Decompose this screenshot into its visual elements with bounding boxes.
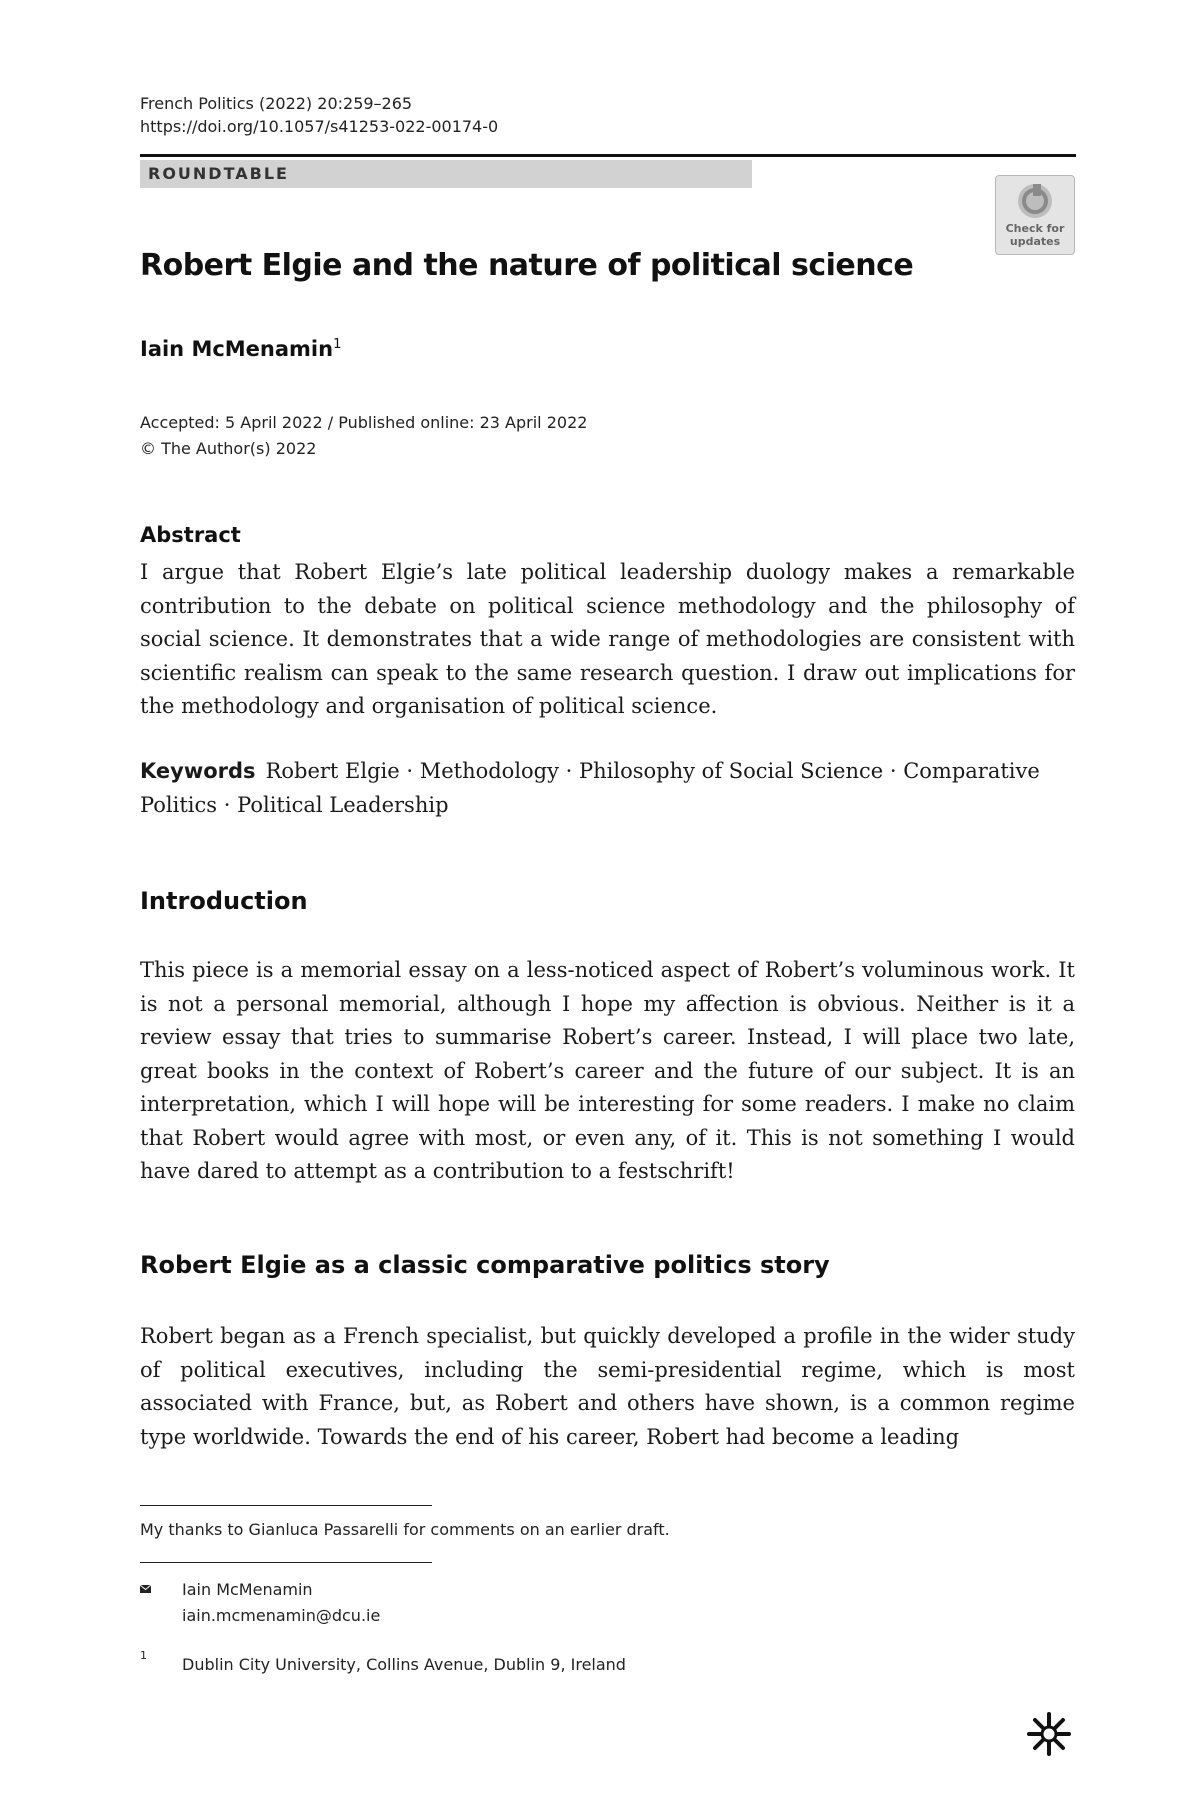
contact-email[interactable]: iain.mcmenamin@dcu.ie: [182, 1606, 381, 1625]
affiliation: [140, 1649, 626, 1674]
badge-label-1: Check for: [1005, 222, 1065, 235]
introduction-paragraph: This piece is a memorial essay on a less-noticed aspect of Robert’s voluminous work. It is not a personal memorial, although I hope my affection is obvious. Neither is it a review essay that tries to summarise Robert’s career. Instead, I will place two late, great books in the context of Robert’s career and the future of our subject. It is an interpretation, which I will hope will be interesting for some readers. I make no claim that Robert would agree with most, or even any, of it. This is not something I would have dared to attempt as a contribution to a festschrift!: [140, 958, 1075, 1183]
affiliation-text: Dublin City University, Collins Avenue, Dublin 9, Ireland: [182, 1655, 626, 1674]
check-for-updates-icon: [1015, 181, 1055, 221]
keywords-label: Keywords: [140, 759, 256, 783]
author-affiliation-marker: 1: [333, 337, 342, 352]
publisher-logo-icon: [1025, 1710, 1073, 1758]
introduction-heading: Introduction: [140, 887, 308, 915]
acknowledgement-footnote: My thanks to Gianluca Passarelli for comments on an earlier draft.: [140, 1520, 670, 1539]
accepted-published-dates: Accepted: 5 April 2022 / Published online: 23 April 2022: [140, 413, 588, 432]
footnote-rule: [140, 1562, 432, 1563]
article-title: Robert Elgie and the nature of political science: [140, 248, 914, 283]
section-heading: Robert Elgie as a classic comparative politics story: [140, 1251, 830, 1279]
author-name: [140, 337, 341, 361]
doi-link[interactable]: https://doi.org/10.1057/s41253-022-00174-0: [140, 117, 499, 136]
abstract-text: I argue that Robert Elgie’s late political leadership duology makes a remarkable contribution to the debate on political science methodology and the philosophy of social science. It demonstrates that a wide range of methodologies are consistent with scientific realism can speak to the same research question. I draw out implications for the methodology and organisation of political science.: [140, 560, 1075, 718]
header-rule: [140, 154, 1076, 157]
footnote-rule: [140, 1505, 432, 1506]
keywords-list: Robert Elgie · Methodology · Philosophy of Social Science · Comparative Politics · Political Leadership: [140, 759, 1040, 817]
publication-dates: [140, 410, 587, 462]
section-paragraph: Robert began as a French specialist, but quickly developed a profile in the wider study of political executives, including the semi-presidential regime, which is most associated with France, but, as Robert and others have shown, is a common regime type worldwide. Towards the end of his career, Robert had become a leading: [140, 1324, 1075, 1449]
contact-name: Iain McMenamin: [182, 1580, 313, 1599]
keywords: [140, 754, 1075, 822]
envelope-icon: [140, 1585, 151, 1593]
badge-label-2: updates: [1009, 235, 1061, 248]
copyright-notice: © The Author(s) 2022: [140, 439, 317, 458]
section-label: ROUNDTABLE: [140, 160, 752, 188]
author-name-text: Iain McMenamin: [140, 337, 334, 361]
journal-header: [140, 92, 498, 138]
abstract-heading: Abstract: [140, 523, 241, 547]
journal-citation: French Politics (2022) 20:259–265: [140, 94, 413, 113]
corresponding-author: [140, 1577, 380, 1629]
check-for-updates-badge[interactable]: [995, 175, 1075, 255]
affiliation-marker: 1: [140, 1649, 147, 1662]
